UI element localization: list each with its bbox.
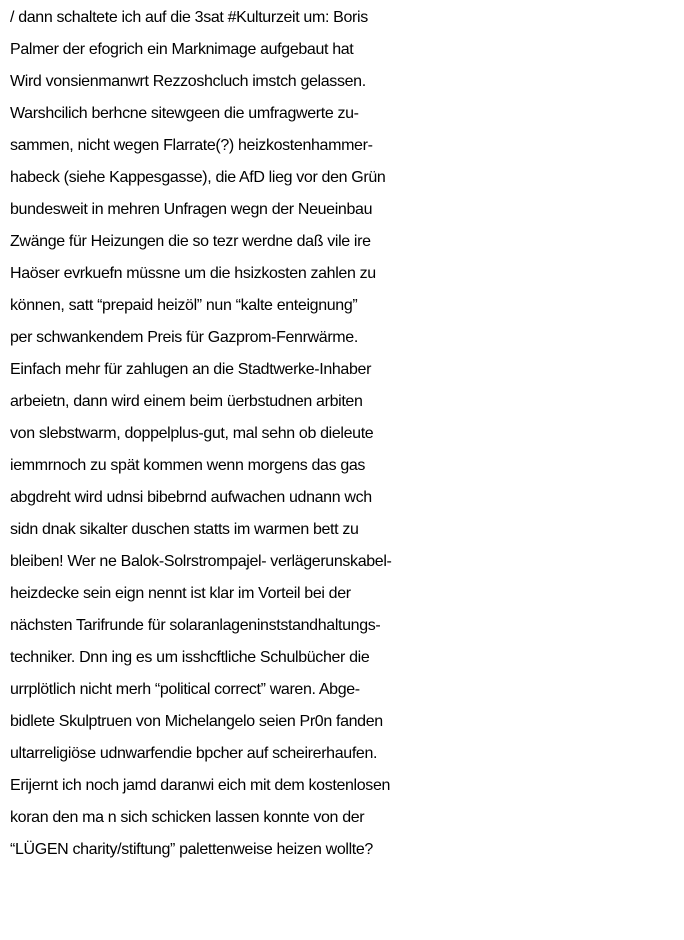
text-line: bidlete Skulptruen von Michelangelo seien Pr0n fanden <box>10 713 383 730</box>
body-text <box>10 2 680 866</box>
text-line: von slebstwarm, doppelplus-gut, mal sehn ob dieleute <box>10 425 374 442</box>
text-line: / dann schaltete ich auf die 3sat #Kulturzeit um: Boris <box>10 9 368 26</box>
text-line: Erijernt ich noch jamd daranwi eich mit dem kostenlosen <box>10 777 391 794</box>
text-line: können, satt “prepaid heizöl” nun “kalte enteignung” <box>10 297 358 314</box>
text-line: iemmrnoch zu spät kommen wenn morgens das gas <box>10 457 366 474</box>
text-line: sidn dnak sikalter duschen statts im warmen bett zu <box>10 521 359 538</box>
text-line: Haöser evrkuefn müssne um die hsizkosten zahlen zu <box>10 265 376 282</box>
text-line: habeck (siehe Kappesgasse), die AfD lieg vor den Grün <box>10 169 386 186</box>
text-line: Wird vonsienmanwrt Rezzoshcluch imstch gelassen. <box>10 73 366 90</box>
text-line: ultarreligiöse udnwarfendie bpcher auf scheirerhaufen. <box>10 745 378 762</box>
text-line: bleiben! Wer ne Balok-Solrstrompajel- verlägerunskabel- <box>10 553 392 570</box>
text-line: heizdecke sein eign nennt ist klar im Vorteil bei der <box>10 585 351 602</box>
text-line: koran den ma n sich schicken lassen konnte von der <box>10 809 365 826</box>
text-line: abgdreht wird udnsi bibebrnd aufwachen udnann wch <box>10 489 372 506</box>
text-line: bundesweit in mehren Unfragen wegn der Neueinbau <box>10 201 373 218</box>
text-line: urrplötlich nicht merh “political correct” waren. Abge- <box>10 681 360 698</box>
text-line: Zwänge für Heizungen die so tezr werdne daß vile ire <box>10 233 371 250</box>
text-line: nächsten Tarifrunde für solaranlageninststandhaltungs- <box>10 617 381 634</box>
text-line: techniker. Dnn ing es um isshcftliche Schulbücher die <box>10 649 370 666</box>
text-line: per schwankendem Preis für Gazprom-Fenrwärme. <box>10 329 358 346</box>
text-line: Palmer der efogrich ein Marknimage aufgebaut hat <box>10 41 354 58</box>
text-line: arbeietn, dann wird einem beim üerbstudnen arbiten <box>10 393 363 410</box>
text-line: sammen, nicht wegen Flarrate(?) heizkostenhammer- <box>10 137 373 154</box>
text-line: Warshcilich berhcne sitewgeen die umfragwerte zu- <box>10 105 359 122</box>
text-line: Einfach mehr für zahlugen an die Stadtwerke-Inhaber <box>10 361 372 378</box>
text-line: “LÜGEN charity/stiftung” palettenweise heizen wollte? <box>10 841 373 858</box>
